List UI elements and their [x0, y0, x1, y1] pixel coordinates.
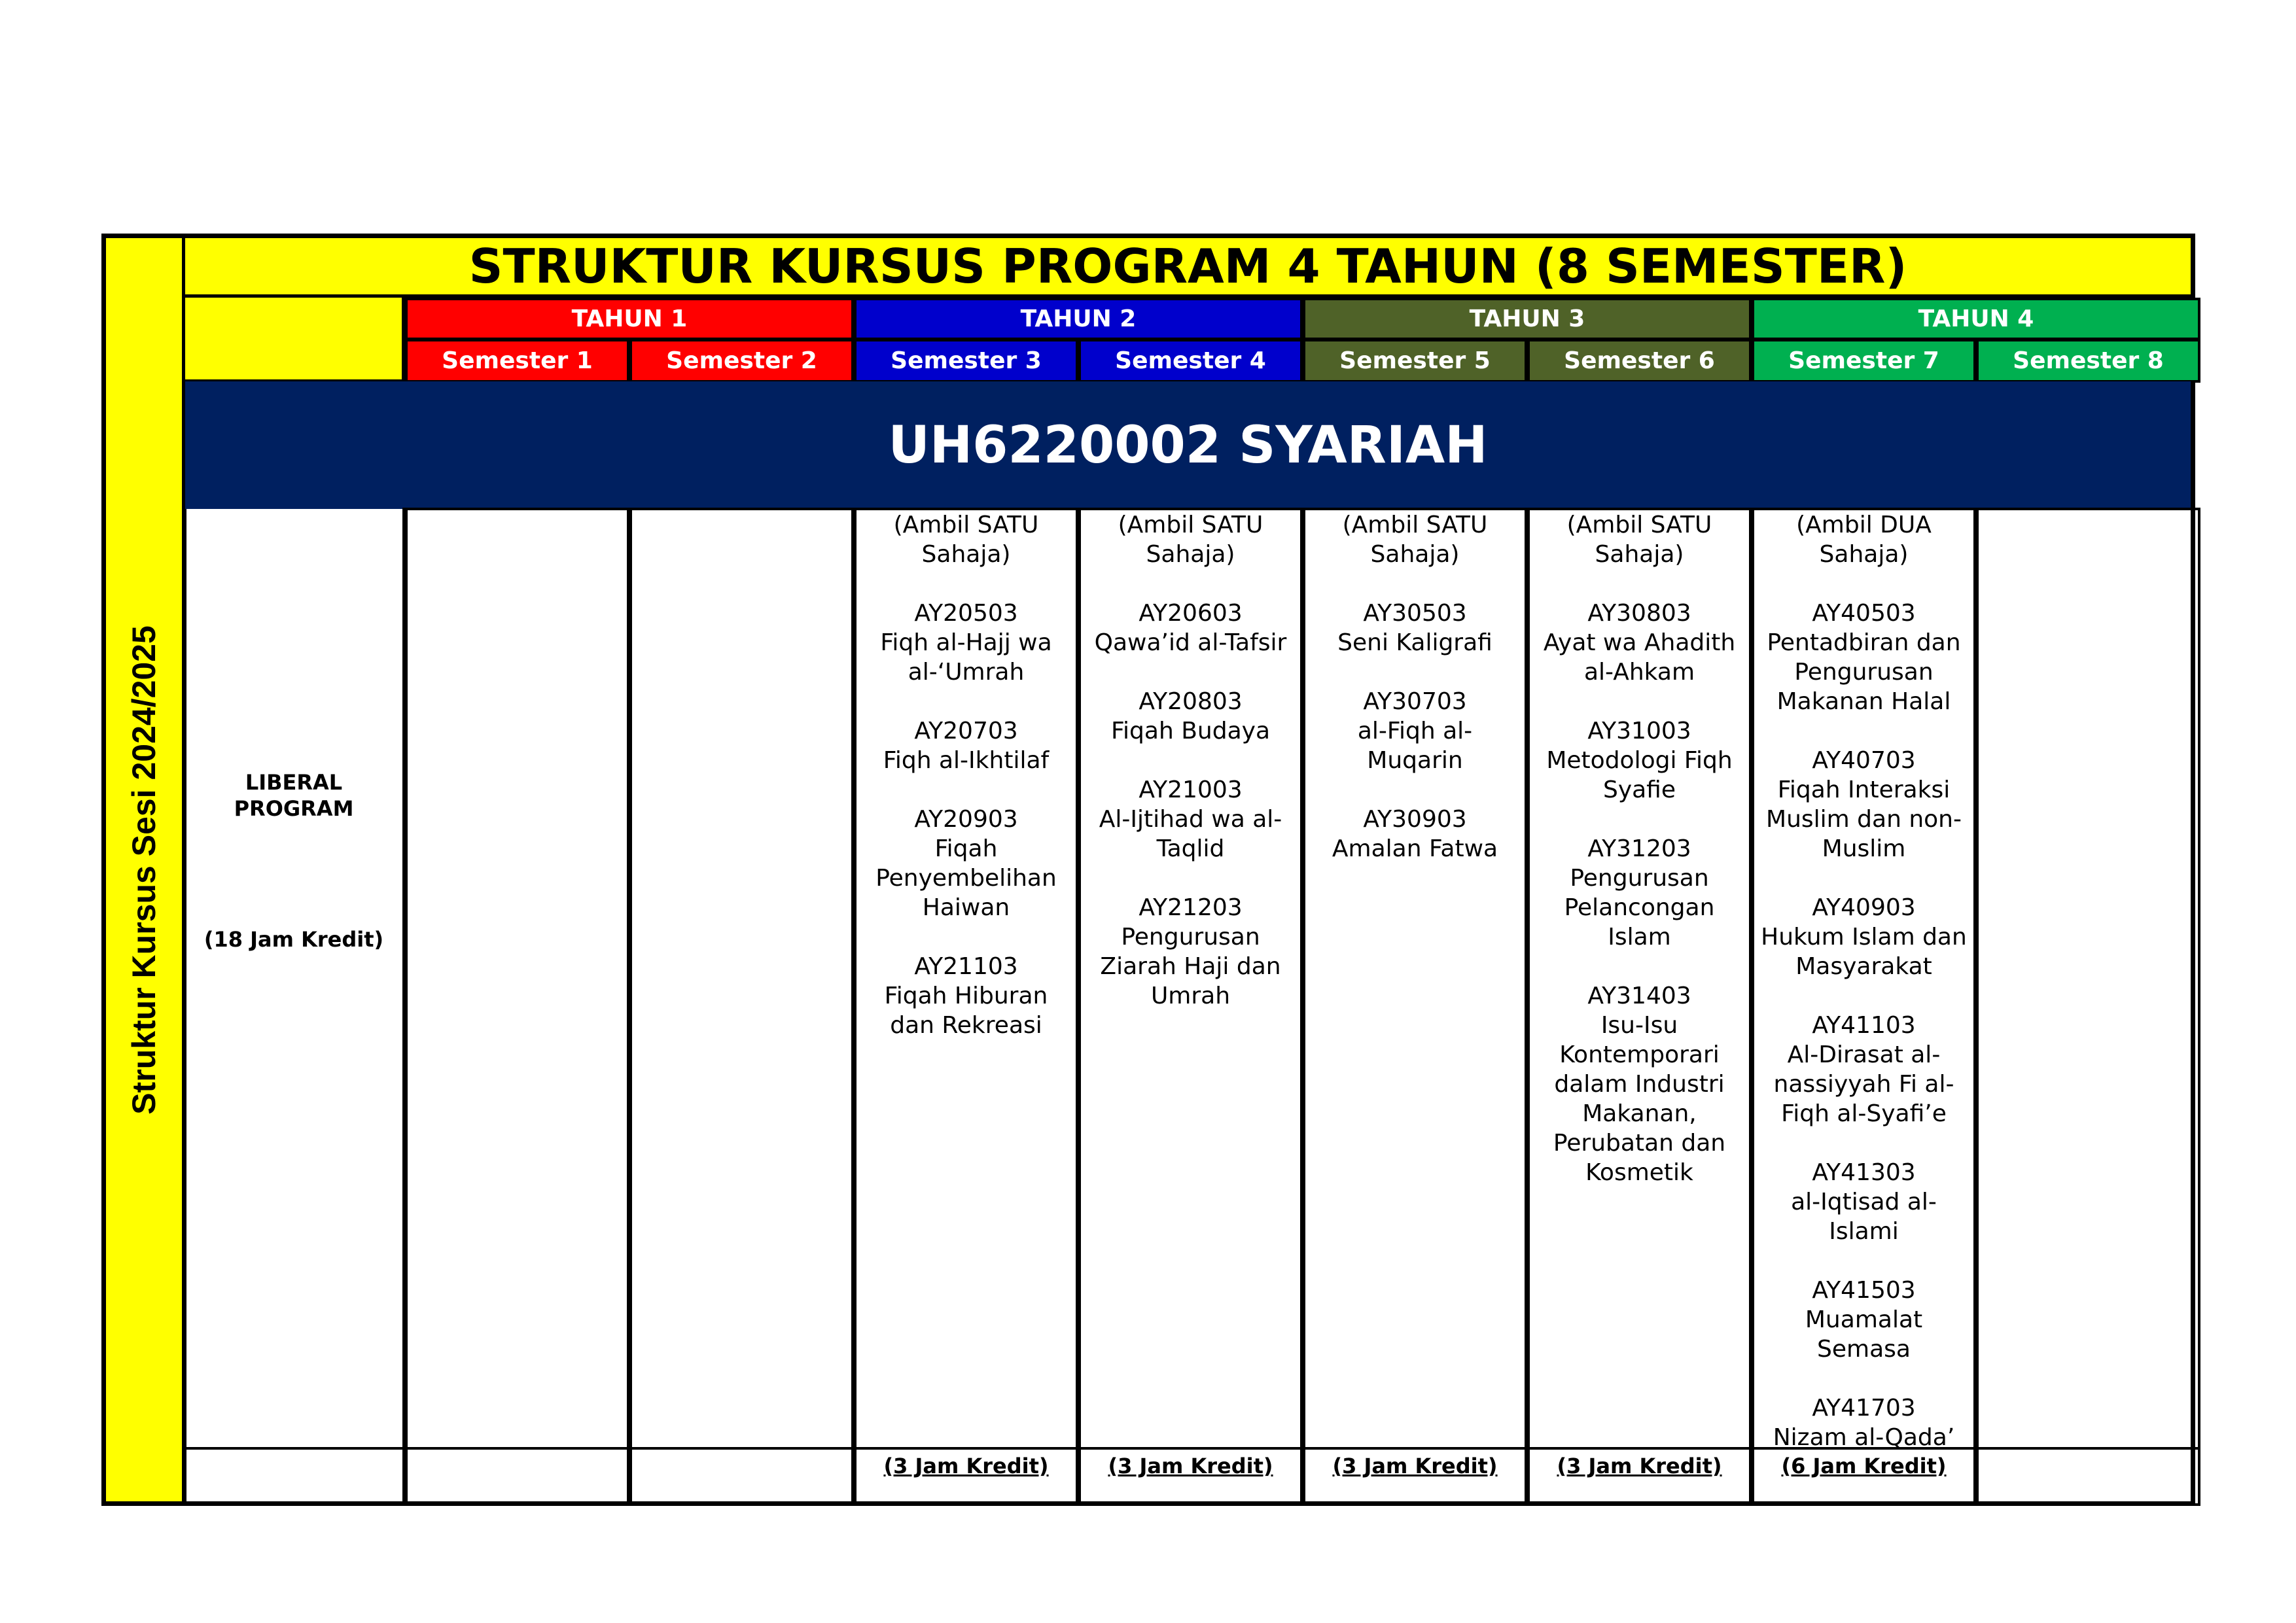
liberal-label: LIBERAL PROGRAM	[234, 770, 354, 821]
semester-header: Semester 6	[1527, 339, 1752, 383]
course-code: AY20603	[1139, 600, 1243, 627]
course-item	[863, 599, 1069, 687]
selection-note: (Ambil SATU Sahaja)	[1566, 512, 1712, 568]
course-code: AY40903	[1812, 894, 1916, 921]
course-item	[1312, 805, 1518, 864]
course-item	[1761, 1393, 1967, 1452]
course-item	[1087, 893, 1294, 1011]
course-item	[863, 716, 1069, 775]
course-code: AY41503	[1812, 1277, 1916, 1304]
credit-footer: (3 Jam Kredit)	[1303, 1447, 1527, 1506]
course-code: AY40503	[1812, 600, 1916, 627]
course-name: Hukum Islam dan Masyarakat	[1761, 924, 1967, 980]
course-item	[863, 952, 1069, 1040]
course-code: AY30503	[1363, 600, 1467, 627]
course-code: AY30803	[1587, 600, 1691, 627]
credit-footer	[1976, 1447, 2200, 1506]
course-code: AY20703	[914, 718, 1018, 744]
course-name: Al-Dirasat al-nassiyyah Fi al-Fiqh al-Syafi’e	[1773, 1041, 1954, 1127]
course-name: Pengurusan Pelancongan Islam	[1564, 865, 1715, 951]
credit-footer: (6 Jam Kredit)	[1752, 1447, 1976, 1506]
course-name: Ayat wa Ahadith al-Ahkam	[1543, 629, 1736, 686]
semester-course-cell	[1976, 508, 2200, 1450]
liberal-program-cell	[185, 508, 405, 1450]
course-item	[1312, 687, 1518, 775]
semester-course-cell	[1078, 508, 1303, 1450]
semester-course-cell	[1752, 508, 1976, 1450]
program-band: UH6220002 SYARIAH	[185, 381, 2195, 509]
header-corner	[185, 298, 405, 383]
course-code: AY21003	[1139, 777, 1243, 803]
course-name: Qawa’id al-Tafsir	[1094, 629, 1287, 656]
semester-course-cell	[629, 508, 854, 1450]
selection-note: (Ambil SATU Sahaja)	[1342, 512, 1488, 568]
semester-course-cell	[854, 508, 1078, 1450]
course-code: AY31403	[1587, 983, 1691, 1009]
course-item	[1761, 1011, 1967, 1128]
course-code: AY21103	[914, 953, 1018, 980]
course-item	[1536, 716, 1742, 805]
course-name: Fiqh al-Hajj wa al-‘Umrah	[880, 629, 1052, 686]
course-item	[1312, 599, 1518, 657]
semester-header: Semester 8	[1976, 339, 2200, 383]
course-code: AY30903	[1363, 806, 1467, 833]
course-name: Seni Kaligrafi	[1337, 629, 1492, 656]
course-code: AY30703	[1363, 688, 1467, 715]
course-code: AY20903	[914, 806, 1018, 833]
semester-course-cell	[405, 508, 629, 1450]
course-name: Isu-Isu Kontemporari dalam Industri Makanan, Perubatan dan Kosmetik	[1553, 1012, 1726, 1186]
course-code: AY41103	[1812, 1012, 1916, 1039]
course-code: AY41303	[1812, 1159, 1916, 1186]
selection-note: (Ambil DUA Sahaja)	[1796, 512, 1932, 568]
course-name: Fiqah Budaya	[1110, 718, 1271, 744]
liberal-footer-cell	[185, 1447, 405, 1506]
semester-header: Semester 4	[1078, 339, 1303, 383]
course-item	[1536, 981, 1742, 1187]
course-item	[1536, 599, 1742, 687]
course-name: Fiqh al-Ikhtilaf	[883, 747, 1050, 774]
credit-footer: (3 Jam Kredit)	[1078, 1447, 1303, 1506]
semester-header: Semester 5	[1303, 339, 1527, 383]
course-item	[1536, 834, 1742, 952]
course-item	[1761, 746, 1967, 864]
year-header: TAHUN 1	[405, 298, 854, 340]
course-name: al-Fiqh al-Muqarin	[1357, 718, 1473, 774]
credit-footer	[405, 1447, 629, 1506]
course-name: al-Iqtisad al-Islami	[1791, 1189, 1937, 1245]
course-code: AY31003	[1587, 718, 1691, 744]
side-label: Struktur Kursus Sesi 2024/2025	[126, 625, 162, 1115]
course-name: Nizam al-Qada’	[1773, 1424, 1955, 1451]
year-header: TAHUN 4	[1752, 298, 2200, 340]
course-code: AY20803	[1139, 688, 1243, 715]
course-item	[863, 805, 1069, 922]
course-name: Muamalat Semasa	[1805, 1306, 1923, 1363]
course-item	[1087, 687, 1294, 746]
course-name: Fiqah Interaksi Muslim dan non-Muslim	[1766, 777, 1962, 862]
course-name: Pengurusan Ziarah Haji dan Umrah	[1100, 924, 1281, 1009]
course-name: Fiqah Penyembelihan Haiwan	[875, 835, 1057, 921]
semester-header: Semester 7	[1752, 339, 1976, 383]
semester-course-cell	[1303, 508, 1527, 1450]
semester-header: Semester 3	[854, 339, 1078, 383]
course-code: AY31203	[1587, 835, 1691, 862]
credit-footer: (3 Jam Kredit)	[854, 1447, 1078, 1506]
course-name: Pentadbiran dan Pengurusan Makanan Halal	[1767, 629, 1961, 715]
course-item	[1087, 599, 1294, 657]
year-header: TAHUN 2	[854, 298, 1303, 340]
selection-note: (Ambil SATU Sahaja)	[893, 512, 1039, 568]
side-label-panel	[101, 234, 186, 1506]
course-item	[1761, 599, 1967, 716]
course-name: Al-Ijtihad wa al-Taqlid	[1099, 806, 1282, 862]
course-code: AY21203	[1139, 894, 1243, 921]
semester-header: Semester 2	[629, 339, 854, 383]
course-item	[1087, 775, 1294, 864]
semester-header: Semester 1	[405, 339, 629, 383]
course-name: Metodologi Fiqh Syafie	[1546, 747, 1733, 803]
course-item	[1761, 1158, 1967, 1246]
selection-note: (Ambil SATU Sahaja)	[1118, 512, 1263, 568]
page-title: STRUKTUR KURSUS PROGRAM 4 TAHUN (8 SEMESTER)	[185, 234, 2195, 299]
credit-footer	[629, 1447, 854, 1506]
course-item	[1761, 1276, 1967, 1364]
course-code: AY41703	[1812, 1395, 1916, 1422]
course-code: AY40703	[1812, 747, 1916, 774]
liberal-credit: (18 Jam Kredit)	[203, 927, 384, 952]
course-item	[1761, 893, 1967, 981]
course-name: Amalan Fatwa	[1332, 835, 1498, 862]
semester-course-cell	[1527, 508, 1752, 1450]
course-name: Fiqah Hiburan dan Rekreasi	[884, 983, 1048, 1039]
course-code: AY20503	[914, 600, 1018, 627]
year-header: TAHUN 3	[1303, 298, 1752, 340]
credit-footer: (3 Jam Kredit)	[1527, 1447, 1752, 1506]
